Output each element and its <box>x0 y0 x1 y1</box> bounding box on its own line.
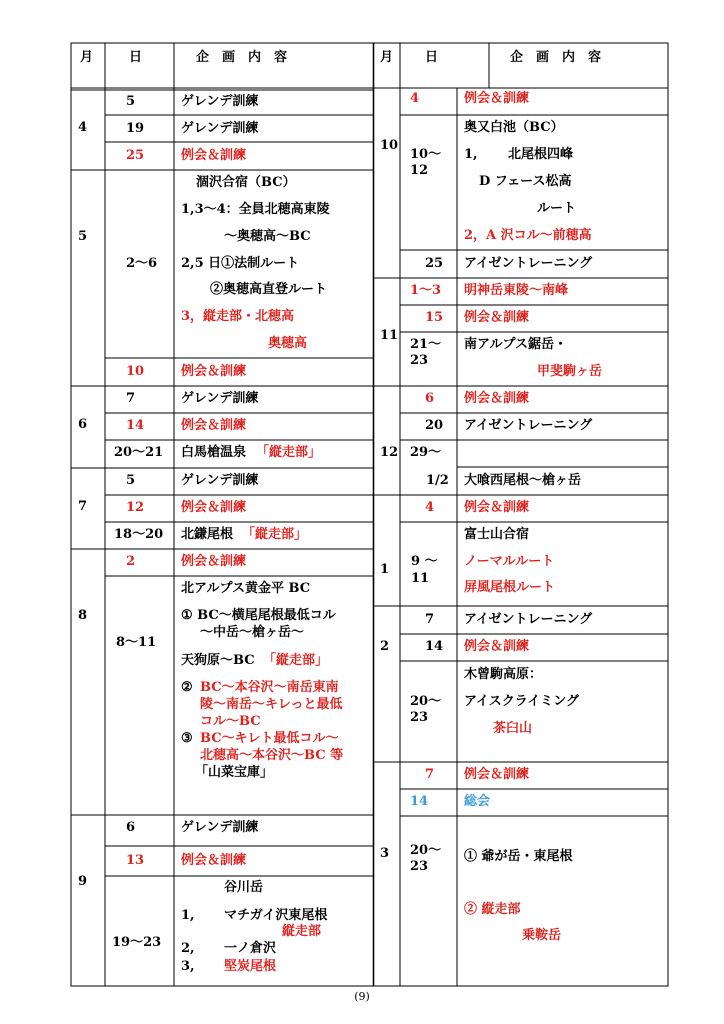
schedule-cell-r-c16: 富士山合宿 <box>464 527 530 542</box>
schedule-cell-l-c34: 一ノ倉沢 <box>224 941 277 956</box>
schedule-cell-r-c5: ルート <box>537 201 577 216</box>
schedule-cell-r-c8: 明神岳東陵〜南峰 <box>464 283 569 298</box>
schedule-cell-r-d15: 7 <box>425 767 435 782</box>
schedule-cell-r-c2: 奥又白池（BC） <box>464 120 564 135</box>
schedule-cell-l-m9: 9 <box>78 874 88 889</box>
schedule-cell-l-c10: 奥穂高 <box>268 336 308 351</box>
schedule-cell-l-c23: BC〜本谷沢〜南岳東南 <box>200 680 339 695</box>
schedule-cell-l-c15: ゲレンデ訓練 <box>181 473 259 488</box>
schedule-cell-r-d8: 20 <box>425 418 444 433</box>
schedule-cell-r-d9: 29〜 <box>410 445 442 460</box>
schedule-cell-r-m3: 3 <box>380 846 390 861</box>
schedule-cell-l-c17b: 「縦走部」 <box>242 527 308 542</box>
schedule-cell-r-c27: ② 縦走部 <box>464 902 521 917</box>
schedule-cell-l-c31: 谷川岳 <box>224 880 264 895</box>
schedule-cell-l-d8: 20〜21 <box>114 445 164 460</box>
schedule-cell-l-d2: 19 <box>126 121 145 136</box>
schedule-cell-l-c32: マチガイ沢東尾根 <box>224 908 328 923</box>
schedule-cell-l-m4: 4 <box>78 120 88 135</box>
schedule-cell-l-c33: 縦走部 <box>282 924 322 939</box>
schedule-cell-r-m10: 10 <box>380 138 399 153</box>
schedule-cell-r-c14: 大喰西尾根〜槍ヶ岳 <box>464 473 582 488</box>
schedule-cell-l-c35a: 3, <box>181 959 195 974</box>
schedule-cell-r-c4: D フェース松高 <box>479 174 572 189</box>
schedule-cell-r-c12: 例会＆訓練 <box>464 391 530 406</box>
schedule-cell-l-c21: 〜中岳〜槍ヶ岳〜 <box>200 625 305 640</box>
schedule-cell-l-d6: 7 <box>126 391 136 406</box>
schedule-cell-r-d14: 20〜 <box>410 694 442 709</box>
schedule-cell-l-c16: 例会＆訓練 <box>181 500 247 515</box>
schedule-cell-l-c6: 〜奥穂高〜BC <box>224 229 311 244</box>
schedule-cell-r-m12: 12 <box>380 445 399 460</box>
schedule-cell-l-m7: 7 <box>78 499 88 514</box>
schedule-cell-l-c27: 北穂高〜本谷沢〜BC 等 <box>200 748 344 763</box>
schedule-cell-r-c1: 例会＆訓練 <box>464 91 530 106</box>
header-day-left: 日 <box>129 50 143 65</box>
schedule-cell-l-d4: 2〜6 <box>126 256 158 271</box>
schedule-cell-l-c13: 例会＆訓練 <box>181 418 247 433</box>
schedule-cell-r-c20: 例会＆訓練 <box>464 639 530 654</box>
schedule-cell-l-d14: 6 <box>126 820 136 835</box>
schedule-cell-r-d10: 4 <box>425 500 435 515</box>
schedule-cell-l-c23a: ② <box>181 680 193 695</box>
schedule-cell-l-c9: 3，縦走部・北穂高 <box>181 309 295 324</box>
schedule-cell-r-d16: 14 <box>410 794 429 809</box>
schedule-cell-l-c12: ゲレンデ訓練 <box>181 391 259 406</box>
schedule-cell-r-m2: 2 <box>380 639 390 654</box>
schedule-cell-r-c7: アイゼントレーニング <box>464 256 593 271</box>
schedule-cell-l-c2: ゲレンデ訓練 <box>181 121 259 136</box>
schedule-cell-l-m5: 5 <box>78 229 88 244</box>
schedule-cell-r-d6b: 23 <box>410 353 429 368</box>
schedule-cell-l-d11: 18〜20 <box>114 527 164 542</box>
schedule-cell-l-c28: 「山菜宝庫」 <box>195 765 274 780</box>
schedule-cell-r-c18: 屏風尾根ルート <box>464 580 556 595</box>
schedule-cell-l-c5: 1,3〜4：全員北穂高東陵 <box>181 202 330 217</box>
schedule-cell-r-c6: 2，A 沢コル〜前穂高 <box>464 228 592 243</box>
schedule-cell-r-d17b: 23 <box>410 859 429 874</box>
schedule-cell-l-c19: 北アルプス黄金平 BC <box>181 581 311 596</box>
schedule-cell-l-c11: 例会＆訓練 <box>181 364 247 379</box>
schedule-cell-l-c25: コル〜BC <box>200 714 261 729</box>
schedule-cell-l-c34a: 2, <box>181 941 195 956</box>
schedule-cell-r-c28: 乗鞍岳 <box>522 928 562 943</box>
schedule-cell-l-c14: 白馬槍温泉 <box>181 445 247 460</box>
schedule-cell-r-c10: 南アルプス鋸岳・ <box>464 337 567 352</box>
schedule-cell-r-c24: 例会＆訓練 <box>464 767 530 782</box>
schedule-cell-r-d2b: 12 <box>410 163 429 178</box>
schedule-cell-r-d14b: 23 <box>410 710 429 725</box>
schedule-cell-l-c22b: 「縦走部」 <box>263 653 329 668</box>
schedule-cell-l-d1: 5 <box>126 94 136 109</box>
header-content-right: 企 画 内 容 <box>510 50 602 65</box>
schedule-cell-r-d1: 4 <box>410 91 420 106</box>
schedule-cell-l-d13: 8〜11 <box>116 635 157 650</box>
schedule-cell-l-c29: ゲレンデ訓練 <box>181 820 259 835</box>
schedule-cell-r-d13: 14 <box>425 639 444 654</box>
schedule-cell-l-c32a: 1, <box>181 908 195 923</box>
schedule-cell-r-d11: 9 〜 <box>411 554 438 569</box>
page-number: (9) <box>354 990 370 1003</box>
header-day-right: 日 <box>425 50 439 65</box>
schedule-cell-r-d12: 7 <box>425 612 435 627</box>
schedule-cell-r-m1: 1 <box>380 562 390 577</box>
schedule-cell-l-d3: 25 <box>126 148 145 163</box>
schedule-cell-r-d4: 1〜3 <box>410 283 442 298</box>
schedule-cell-r-c11: 甲斐駒ヶ岳 <box>537 364 603 379</box>
schedule-cell-l-d5: 10 <box>126 364 145 379</box>
schedule-cell-r-d5: 15 <box>425 310 444 325</box>
schedule-cell-r-d11b: 11 <box>411 571 430 586</box>
schedule-cell-r-d3: 25 <box>425 256 444 271</box>
schedule-cell-l-c18: 例会＆訓練 <box>181 554 247 569</box>
schedule-cell-r-m11: 11 <box>380 328 399 343</box>
schedule-cell-l-c26a: ③ <box>181 731 193 746</box>
schedule-cell-r-d6: 21〜 <box>410 337 442 352</box>
schedule-cell-r-d9b: 1/2 <box>426 473 449 488</box>
schedule-cell-l-c24: 陵〜南岳〜キレっと最低 <box>200 697 343 712</box>
header-month-left: 月 <box>80 50 94 65</box>
schedule-cell-l-d12: 2 <box>126 554 136 569</box>
schedule-cell-r-c15: 例会＆訓練 <box>464 500 530 515</box>
schedule-cell-l-m6: 6 <box>78 417 88 432</box>
schedule-cell-r-c17: ノーマルルート <box>464 554 555 569</box>
schedule-cell-r-c13: アイゼントレーニング <box>464 418 593 433</box>
schedule-cell-r-c22: アイスクライミング <box>464 694 580 709</box>
schedule-cell-l-d7: 14 <box>126 418 145 433</box>
schedule-cell-l-c17: 北鎌尾根 <box>181 527 234 542</box>
header-content-left: 企 画 内 容 <box>196 50 288 65</box>
schedule-cell-r-d2: 10〜 <box>410 147 442 162</box>
schedule-cell-l-c7: 2,5 日①法制ルート <box>181 256 300 271</box>
schedule-cell-l-m8: 8 <box>78 608 88 623</box>
schedule-cell-r-d7: 6 <box>425 391 435 406</box>
schedule-cell-l-c3: 例会＆訓練 <box>181 148 247 163</box>
schedule-cell-l-d15: 13 <box>126 853 145 868</box>
schedule-cell-r-c21: 木曾駒高原： <box>464 667 543 682</box>
schedule-cell-l-d9: 5 <box>126 473 136 488</box>
schedule-cell-l-c26: BC〜キレト最低コル〜 <box>200 731 339 746</box>
schedule-cell-l-d16: 19〜23 <box>112 935 162 950</box>
schedule-cell-l-c22: 天狗原〜BC <box>181 653 255 668</box>
schedule-cell-r-c23: 茶臼山 <box>493 721 533 736</box>
schedule-cell-r-c3a: 1, <box>464 147 478 162</box>
schedule-cell-l-c4: 涸沢合宿（BC） <box>196 175 296 190</box>
schedule-cell-l-c20: ① BC〜横尾尾根最低コル <box>181 608 336 623</box>
schedule-cell-r-c25: 総会 <box>464 794 491 809</box>
schedule-cell-l-c1: ゲレンデ訓練 <box>181 94 259 109</box>
schedule-cell-r-c3: 北尾根四峰 <box>508 147 574 162</box>
schedule-cell-r-d17: 20〜 <box>410 843 442 858</box>
schedule-cell-l-c14b: 「縦走部」 <box>256 445 322 460</box>
schedule-cell-l-c35: 堅炭尾根 <box>224 959 277 974</box>
schedule-cell-l-c8: ②奥穂高直登ルート <box>210 282 328 297</box>
schedule-cell-r-c9: 例会＆訓練 <box>464 310 530 325</box>
schedule-cell-l-d10: 12 <box>126 500 145 515</box>
schedule-cell-l-c30: 例会＆訓練 <box>181 853 247 868</box>
schedule-cell-r-c26: ① 爺が岳・東尾根 <box>464 849 573 864</box>
schedule-cell-r-c19: アイゼントレーニング <box>464 612 593 627</box>
header-month-right: 月 <box>380 50 394 65</box>
